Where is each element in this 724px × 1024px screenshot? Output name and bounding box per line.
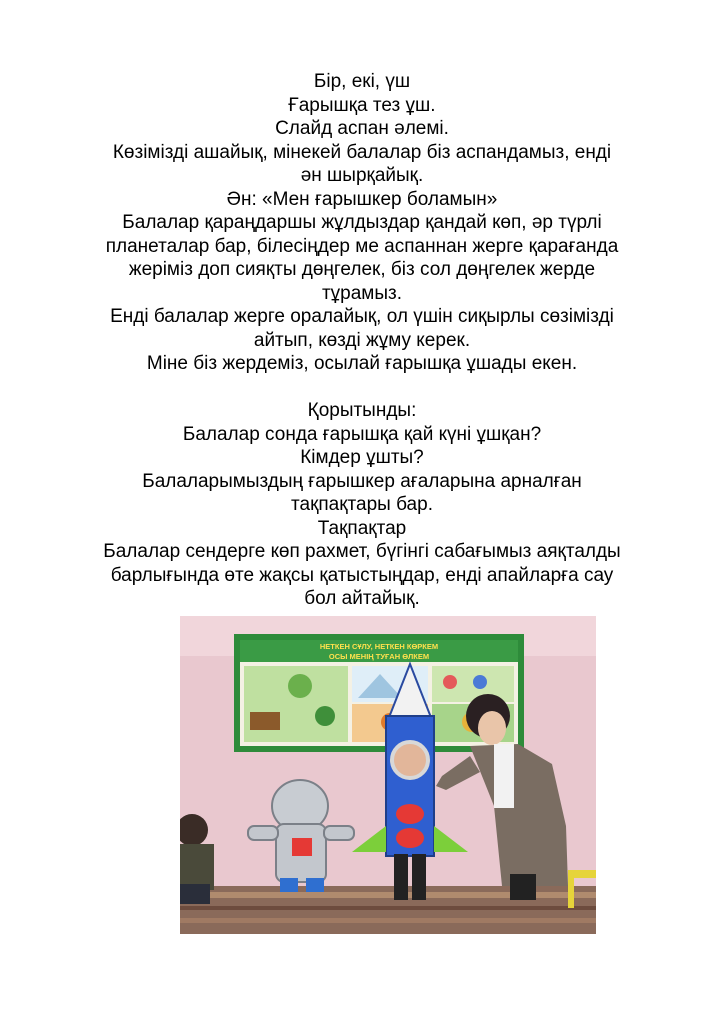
text-line: айтып, көзді жұму керек. bbox=[253, 329, 471, 351]
text-line: Ән: «Мен ғарышкер боламын» bbox=[226, 188, 498, 210]
text-line: Тақпақтар bbox=[317, 517, 407, 539]
text-line: ән шырқайық. bbox=[300, 165, 424, 186]
text-line: барлығында өте жақсы қатыстыңдар, енді апайларға сау bbox=[110, 564, 614, 586]
text-line: Қорытынды: bbox=[307, 400, 417, 421]
classroom-photo-illustration bbox=[180, 616, 596, 934]
text-line: тақпақтары бар. bbox=[291, 494, 433, 515]
text-line: жеріміз доп сияқты дөңгелек, біз сол дөңгелек жерде bbox=[128, 259, 596, 280]
text-line: Балаларымыздың ғарышкер ағаларына арналған bbox=[142, 470, 582, 492]
poster-title-1: НЕТКЕН СҰЛУ, НЕТКЕН КӨРКЕМ bbox=[319, 642, 439, 651]
text-line: Бір, екі, үш bbox=[313, 71, 411, 92]
text-line: тұрамыз. bbox=[321, 282, 403, 304]
text-line: планеталар бар, білесіңдер ме аспаннан жерге қарағанда bbox=[105, 235, 619, 257]
text-line: бол айтайық. bbox=[304, 588, 420, 609]
text-line: Ғарышқа тез ұш. bbox=[288, 94, 436, 116]
text-line: Балалар сендерге көп рахмет, бүгінгі сабағымыз аяқталды bbox=[103, 541, 621, 562]
document-text bbox=[0, 70, 724, 611]
text-line: Кімдер ұшты? bbox=[300, 447, 424, 468]
poster-title-2: ОСЫ МЕНІҢ ТУҒАН ӨЛКЕМ bbox=[328, 652, 430, 661]
paragraph-gap bbox=[0, 376, 724, 400]
text-line: Балалар қараңдаршы жұлдыздар қандай көп, әр түрлі bbox=[122, 212, 602, 233]
text-line: Слайд аспан әлемі. bbox=[275, 118, 449, 139]
text-line: Көзімізді ашайық, мінекей балалар біз аспандамыз, енді bbox=[112, 141, 612, 163]
text-line: Міне біз жердеміз, осылай ғарышқа ұшады екен. bbox=[146, 353, 578, 374]
classroom-photo bbox=[180, 616, 596, 934]
text-line: Енді балалар жерге оралайық, ол үшін сиқырлы сөзімізді bbox=[110, 306, 614, 327]
text-line: Балалар сонда ғарышқа қай күні ұшқан? bbox=[182, 423, 542, 445]
